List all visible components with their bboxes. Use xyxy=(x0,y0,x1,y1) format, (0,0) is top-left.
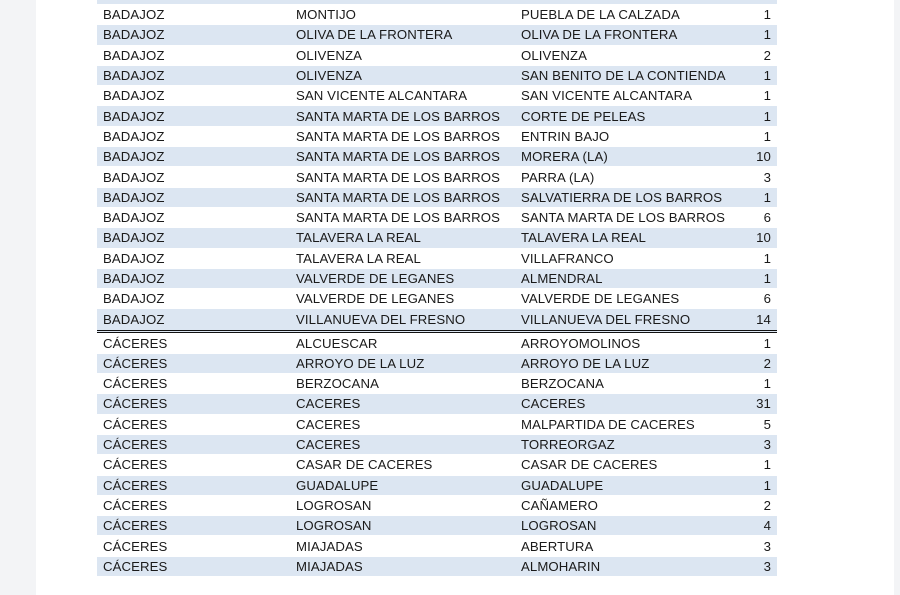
province-cell: CÁCERES xyxy=(103,538,168,554)
count-cell: 1 xyxy=(763,68,771,84)
locality-cell: MALPARTIDA DE CACERES xyxy=(521,416,695,432)
locality-cell: VILLANUEVA DEL FRESNO xyxy=(521,312,691,328)
municipality-cell: BERZOCANA xyxy=(296,376,379,392)
locality-cell: ARROYO DE LA LUZ xyxy=(521,355,650,371)
municipality-cell: ARROYO DE LA LUZ xyxy=(296,355,425,371)
count-cell: 5 xyxy=(763,416,771,432)
province-cell: BADAJOZ xyxy=(103,68,165,84)
count-cell: 3 xyxy=(763,538,771,554)
province-cell: CÁCERES xyxy=(103,335,168,351)
locality-cell: PARRA (LA) xyxy=(521,169,595,185)
table-row xyxy=(97,309,777,333)
province-cell: BADAJOZ xyxy=(103,189,165,205)
count-cell: 6 xyxy=(763,291,771,307)
municipality-cell: GUADALUPE xyxy=(296,477,379,493)
locality-cell: ENTRIN BAJO xyxy=(521,128,610,144)
table-row xyxy=(97,455,777,475)
table-row xyxy=(97,496,777,516)
province-cell: BADAJOZ xyxy=(103,230,165,246)
count-cell: 3 xyxy=(763,169,771,185)
locality-cell: VALVERDE DE LEGANES xyxy=(521,291,680,307)
province-cell: BADAJOZ xyxy=(103,169,165,185)
count-cell: 1 xyxy=(763,250,771,266)
municipality-cell: CACERES xyxy=(296,437,361,453)
municipality-cell: SANTA MARTA DE LOS BARROS xyxy=(296,128,501,144)
locality-cell: TALAVERA LA REAL xyxy=(521,230,646,246)
table-row xyxy=(97,536,777,556)
province-cell: BADAJOZ xyxy=(103,47,165,63)
municipality-cell: SANTA MARTA DE LOS BARROS xyxy=(296,108,501,124)
province-cell: BADAJOZ xyxy=(103,250,165,266)
table-row xyxy=(97,106,777,126)
municipality-cell: LOGROSAN xyxy=(296,518,372,534)
municipality-cell: MIAJADAS xyxy=(296,538,363,554)
locality-cell: ABERTURA xyxy=(521,538,594,554)
count-cell: 1 xyxy=(763,27,771,43)
municipality-cell: MIAJADAS xyxy=(296,558,363,574)
count-cell: 1 xyxy=(763,108,771,124)
province-cell: CÁCERES xyxy=(103,437,168,453)
locality-cell: ALMENDRAL xyxy=(521,271,603,286)
count-cell: 2 xyxy=(763,47,771,63)
table-row xyxy=(97,269,777,289)
municipality-cell: VILLANUEVA DEL FRESNO xyxy=(296,312,466,328)
table-row xyxy=(97,127,777,147)
province-cell: CÁCERES xyxy=(103,477,168,493)
table-row xyxy=(97,289,777,309)
province-cell: BADAJOZ xyxy=(103,291,165,307)
count-cell: 6 xyxy=(763,210,771,226)
municipality-cell: OLIVENZA xyxy=(296,47,363,63)
locality-cell: ALMOHARIN xyxy=(521,558,601,574)
table-row xyxy=(97,249,777,269)
table-row xyxy=(97,208,777,228)
municipality-cell: SANTA MARTA DE LOS BARROS xyxy=(296,149,501,165)
municipality-cell: VALVERDE DE LEGANES xyxy=(296,271,455,286)
province-cell: BADAJOZ xyxy=(103,108,165,124)
table-row xyxy=(97,147,777,167)
table-row xyxy=(97,415,777,435)
province-cell: CÁCERES xyxy=(103,558,168,574)
locality-cell: OLIVA DE LA FRONTERA xyxy=(521,27,678,43)
municipality-cell: VALVERDE DE LEGANES xyxy=(296,291,455,307)
province-cell: CÁCERES xyxy=(103,457,168,473)
municipality-cell: SAN VICENTE ALCANTARA xyxy=(296,88,468,104)
count-cell: 10 xyxy=(756,230,771,246)
municipality-cell: CACERES xyxy=(296,416,361,432)
province-cell: BADAJOZ xyxy=(103,271,165,286)
locality-cell: OLIVENZA xyxy=(521,47,588,63)
province-cell: BADAJOZ xyxy=(103,312,165,328)
province-cell: BADAJOZ xyxy=(103,7,165,23)
table-row xyxy=(97,435,777,455)
table-row xyxy=(97,228,777,248)
locality-cell: CORTE DE PELEAS xyxy=(521,108,646,124)
locality-cell: BERZOCANA xyxy=(521,376,604,392)
locality-cell: GUADALUPE xyxy=(521,477,604,493)
table-row xyxy=(97,374,777,394)
municipality-cell: SANTA MARTA DE LOS BARROS xyxy=(296,169,501,185)
count-cell: 1 xyxy=(763,189,771,205)
table-row xyxy=(97,516,777,536)
municipality-cell: TALAVERA LA REAL xyxy=(296,230,421,246)
municipality-cell: LOGROSAN xyxy=(296,497,372,513)
data-table xyxy=(97,0,777,577)
count-cell: 3 xyxy=(763,558,771,574)
province-cell: CÁCERES xyxy=(103,355,168,371)
municipality-cell: TALAVERA LA REAL xyxy=(296,250,421,266)
table-row xyxy=(97,557,777,577)
municipality-cell: SANTA MARTA DE LOS BARROS xyxy=(296,189,501,205)
locality-cell: LOGROSAN xyxy=(521,518,597,534)
province-cell: CÁCERES xyxy=(103,396,168,412)
count-cell: 2 xyxy=(763,497,771,513)
locality-cell: VILLAFRANCO xyxy=(521,250,614,266)
municipality-cell: OLIVA DE LA FRONTERA xyxy=(296,27,453,43)
municipality-cell: MONTIJO xyxy=(296,7,357,23)
locality-cell: PUEBLA DE LA CALZADA xyxy=(521,7,680,23)
locality-cell: ARROYOMOLINOS xyxy=(521,335,641,351)
count-cell: 1 xyxy=(763,7,771,23)
locality-cell: CASAR DE CACERES xyxy=(521,457,658,473)
count-cell: 1 xyxy=(763,477,771,493)
table-row xyxy=(97,167,777,187)
province-cell: CÁCERES xyxy=(103,497,168,513)
municipality-cell: SANTA MARTA DE LOS BARROS xyxy=(296,210,501,226)
province-cell: CÁCERES xyxy=(103,518,168,534)
municipality-cell: CASAR DE CACERES xyxy=(296,457,433,473)
locality-cell: SAN VICENTE ALCANTARA xyxy=(521,88,693,104)
count-cell: 14 xyxy=(756,312,771,328)
province-cell: BADAJOZ xyxy=(103,88,165,104)
table-row xyxy=(97,188,777,208)
municipality-cell: ALCUESCAR xyxy=(296,335,378,351)
table-row xyxy=(97,476,777,496)
province-cell: BADAJOZ xyxy=(103,128,165,144)
province-cell: BADAJOZ xyxy=(103,210,165,226)
locality-cell: TORREORGAZ xyxy=(521,437,615,453)
table-row xyxy=(97,46,777,66)
count-cell: 4 xyxy=(763,518,771,534)
count-cell: 1 xyxy=(763,88,771,104)
municipality-cell: OLIVENZA xyxy=(296,68,363,84)
municipality-cell: CACERES xyxy=(296,396,361,412)
count-cell: 3 xyxy=(763,437,771,453)
locality-cell: SAN BENITO DE LA CONTIENDA xyxy=(521,68,726,84)
table-row xyxy=(97,86,777,106)
count-cell: 2 xyxy=(763,355,771,371)
count-cell: 1 xyxy=(763,128,771,144)
table-row xyxy=(97,25,777,45)
province-cell: CÁCERES xyxy=(103,416,168,432)
table-row xyxy=(97,354,777,374)
table-row xyxy=(97,333,777,353)
locality-cell: MORERA (LA) xyxy=(521,149,608,165)
table-row xyxy=(97,394,777,414)
table-row xyxy=(97,66,777,86)
count-cell: 1 xyxy=(763,271,771,286)
locality-cell: SALVATIERRA DE LOS BARROS xyxy=(521,189,723,205)
locality-cell: CAÑAMERO xyxy=(521,497,599,513)
locality-cell: SANTA MARTA DE LOS BARROS xyxy=(521,210,726,226)
count-cell: 1 xyxy=(763,457,771,473)
count-cell: 31 xyxy=(756,396,771,412)
province-cell: BADAJOZ xyxy=(103,27,165,43)
count-cell: 1 xyxy=(763,376,771,392)
province-cell: CÁCERES xyxy=(103,376,168,392)
count-cell: 10 xyxy=(756,149,771,165)
province-cell: BADAJOZ xyxy=(103,149,165,165)
table-row xyxy=(97,5,777,25)
locality-cell: CACERES xyxy=(521,396,586,412)
count-cell: 1 xyxy=(763,335,771,351)
